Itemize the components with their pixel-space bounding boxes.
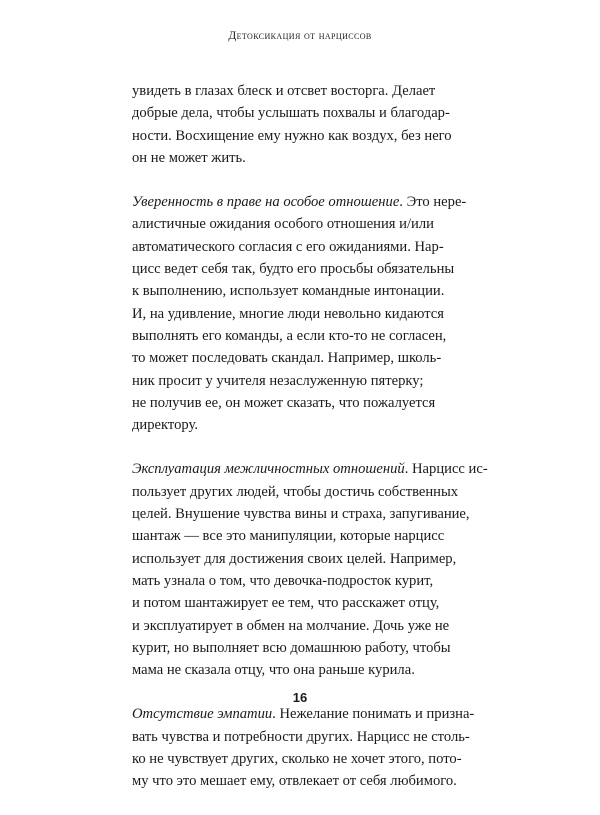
text-line: и потом шантажирует ее тем, что расскажет отцу, xyxy=(132,595,440,612)
text-fragment: . Это нере- xyxy=(399,194,467,211)
term-heading: Уверенность в праве на особое отношение xyxy=(132,194,400,211)
text-fragment: . Нарцисс ис- xyxy=(404,461,488,478)
text-line: и эксплуатирует в обмен на молчание. Дочь уже не xyxy=(132,617,450,634)
page-number: 16 xyxy=(292,690,308,705)
term-heading: Эксплуатация межличностных отношений xyxy=(132,461,405,478)
text-line: ности. Восхищение ему нужно как воздух, без него xyxy=(132,127,452,144)
text-line: то может последовать скандал. Например, школь- xyxy=(132,350,442,367)
text-line: выполнять его команды, а если кто-то не согласен, xyxy=(132,327,447,344)
text-line: автоматического согласия с его ожиданиями. Нар- xyxy=(132,238,444,255)
paragraph-entitlement xyxy=(132,191,472,436)
text-line: добрые дела, чтобы услышать похвалы и благодар- xyxy=(132,105,450,122)
paragraph-empathy xyxy=(132,703,475,792)
text-line xyxy=(132,191,472,213)
text-line: не получив ее, он может сказать, что пожалуется xyxy=(132,394,436,411)
text-line: шантаж — все это манипуляции, которые нарцисс xyxy=(132,528,445,545)
text-line: он не может жить. xyxy=(132,149,246,166)
running-head: Детоксикация от нарциссов xyxy=(228,30,372,42)
paragraph-intro xyxy=(132,80,472,169)
text-line: целей. Внушение чувства вины и страха, запугивание, xyxy=(132,506,470,523)
text-line: ко не чувствует других, сколько не хочет этого, пото- xyxy=(132,751,462,768)
text-line: И, на удивление, многие люди невольно кидаются xyxy=(132,305,444,322)
text-line xyxy=(132,703,475,725)
paragraph-exploitation xyxy=(132,458,488,681)
text-line: пользует других людей, чтобы достичь собственных xyxy=(132,483,459,500)
text-line: ник просит у учителя незаслуженную пятерку; xyxy=(132,372,424,389)
text-line: мама не сказала отцу, что она раньше курила. xyxy=(132,662,415,679)
text-line: к выполнению, использует командные интонации. xyxy=(132,283,445,300)
text-line: директору. xyxy=(132,417,198,434)
text-line: увидеть в глазах блеск и отсвет восторга. Делает xyxy=(132,83,436,99)
text-line: цисс ведет себя так, будто его просьбы обязательны xyxy=(132,261,455,278)
text-line: вать чувства и потребности других. Нарцисс не столь- xyxy=(132,728,470,745)
text-line: алистичные ожидания особого отношения и/или xyxy=(132,216,434,233)
text-line: курит, но выполняет всю домашнюю работу, чтобы xyxy=(132,639,451,656)
text-fragment: . Нежелание понимать и призна- xyxy=(272,706,475,723)
text-line: мать узнала о том, что девочка-подросток курит, xyxy=(132,572,434,589)
text-line: использует для достижения своих целей. Например, xyxy=(132,550,457,567)
text-line: му что это мешает ему, отвлекает от себя любимого. xyxy=(132,773,457,790)
text-line xyxy=(132,458,488,480)
term-heading: Отсутствие эмпатии xyxy=(132,706,273,723)
